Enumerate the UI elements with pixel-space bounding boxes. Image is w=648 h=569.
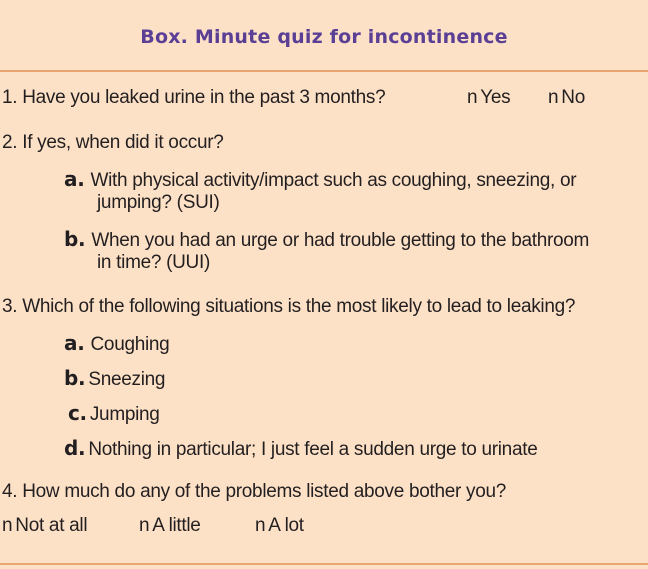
item-text: When you had an urge or had trouble getting to the bathroom — [91, 230, 590, 251]
q3-item-a — [64, 331, 169, 357]
q4-option-a-lot[interactable] — [255, 515, 304, 537]
item-letter: a. — [64, 167, 85, 191]
question-2: 2. If yes, when did it occur? — [2, 132, 224, 153]
option-label: A lot — [268, 515, 304, 536]
checkbox-bullet: n — [139, 515, 150, 536]
item-text: Nothing in particular; I just feel a sudden urge to urinate — [88, 439, 538, 460]
q2-item-b — [64, 227, 589, 253]
option-label: Yes — [480, 87, 511, 108]
item-text: Coughing — [90, 334, 170, 355]
checkbox-bullet: n — [548, 87, 559, 108]
question-1: 1. Have you leaked urine in the past 3 months? — [2, 87, 386, 108]
item-text: Sneezing — [88, 369, 166, 390]
item-letter: a. — [64, 331, 85, 355]
top-divider — [0, 70, 648, 72]
item-letter: b. — [64, 366, 86, 390]
option-label: A little — [152, 515, 201, 536]
checkbox-bullet: n — [467, 87, 478, 108]
q4-option-not-at-all[interactable] — [2, 515, 87, 537]
option-label: No — [561, 87, 585, 108]
q2-item-a — [64, 167, 576, 193]
checkbox-bullet: n — [255, 515, 266, 536]
q3-item-d — [64, 436, 537, 462]
q3-item-c — [68, 401, 160, 427]
q1-option-no[interactable] — [548, 87, 585, 109]
item-letter: d. — [64, 436, 86, 460]
bottom-divider — [0, 563, 648, 565]
option-label: Not at all — [15, 515, 88, 536]
q2-item-b-cont: in time? (UUI) — [97, 252, 210, 273]
q4-option-a-little[interactable] — [139, 515, 201, 537]
item-letter: c. — [68, 401, 87, 425]
checkbox-bullet: n — [2, 515, 13, 536]
question-3: 3. Which of the following situations is the most likely to lead to leaking? — [2, 296, 576, 317]
item-text: Jumping — [89, 404, 160, 425]
q2-item-a-cont: jumping? (SUI) — [97, 192, 220, 213]
q1-option-yes[interactable] — [467, 87, 510, 109]
question-4: 4. How much do any of the problems listed above bother you? — [2, 481, 507, 502]
page-title: Box. Minute quiz for incontinence — [140, 26, 508, 48]
item-letter: b. — [64, 227, 86, 251]
item-text: With physical activity/impact such as coughing, sneezing, or — [90, 170, 577, 191]
q3-item-b — [64, 366, 165, 392]
